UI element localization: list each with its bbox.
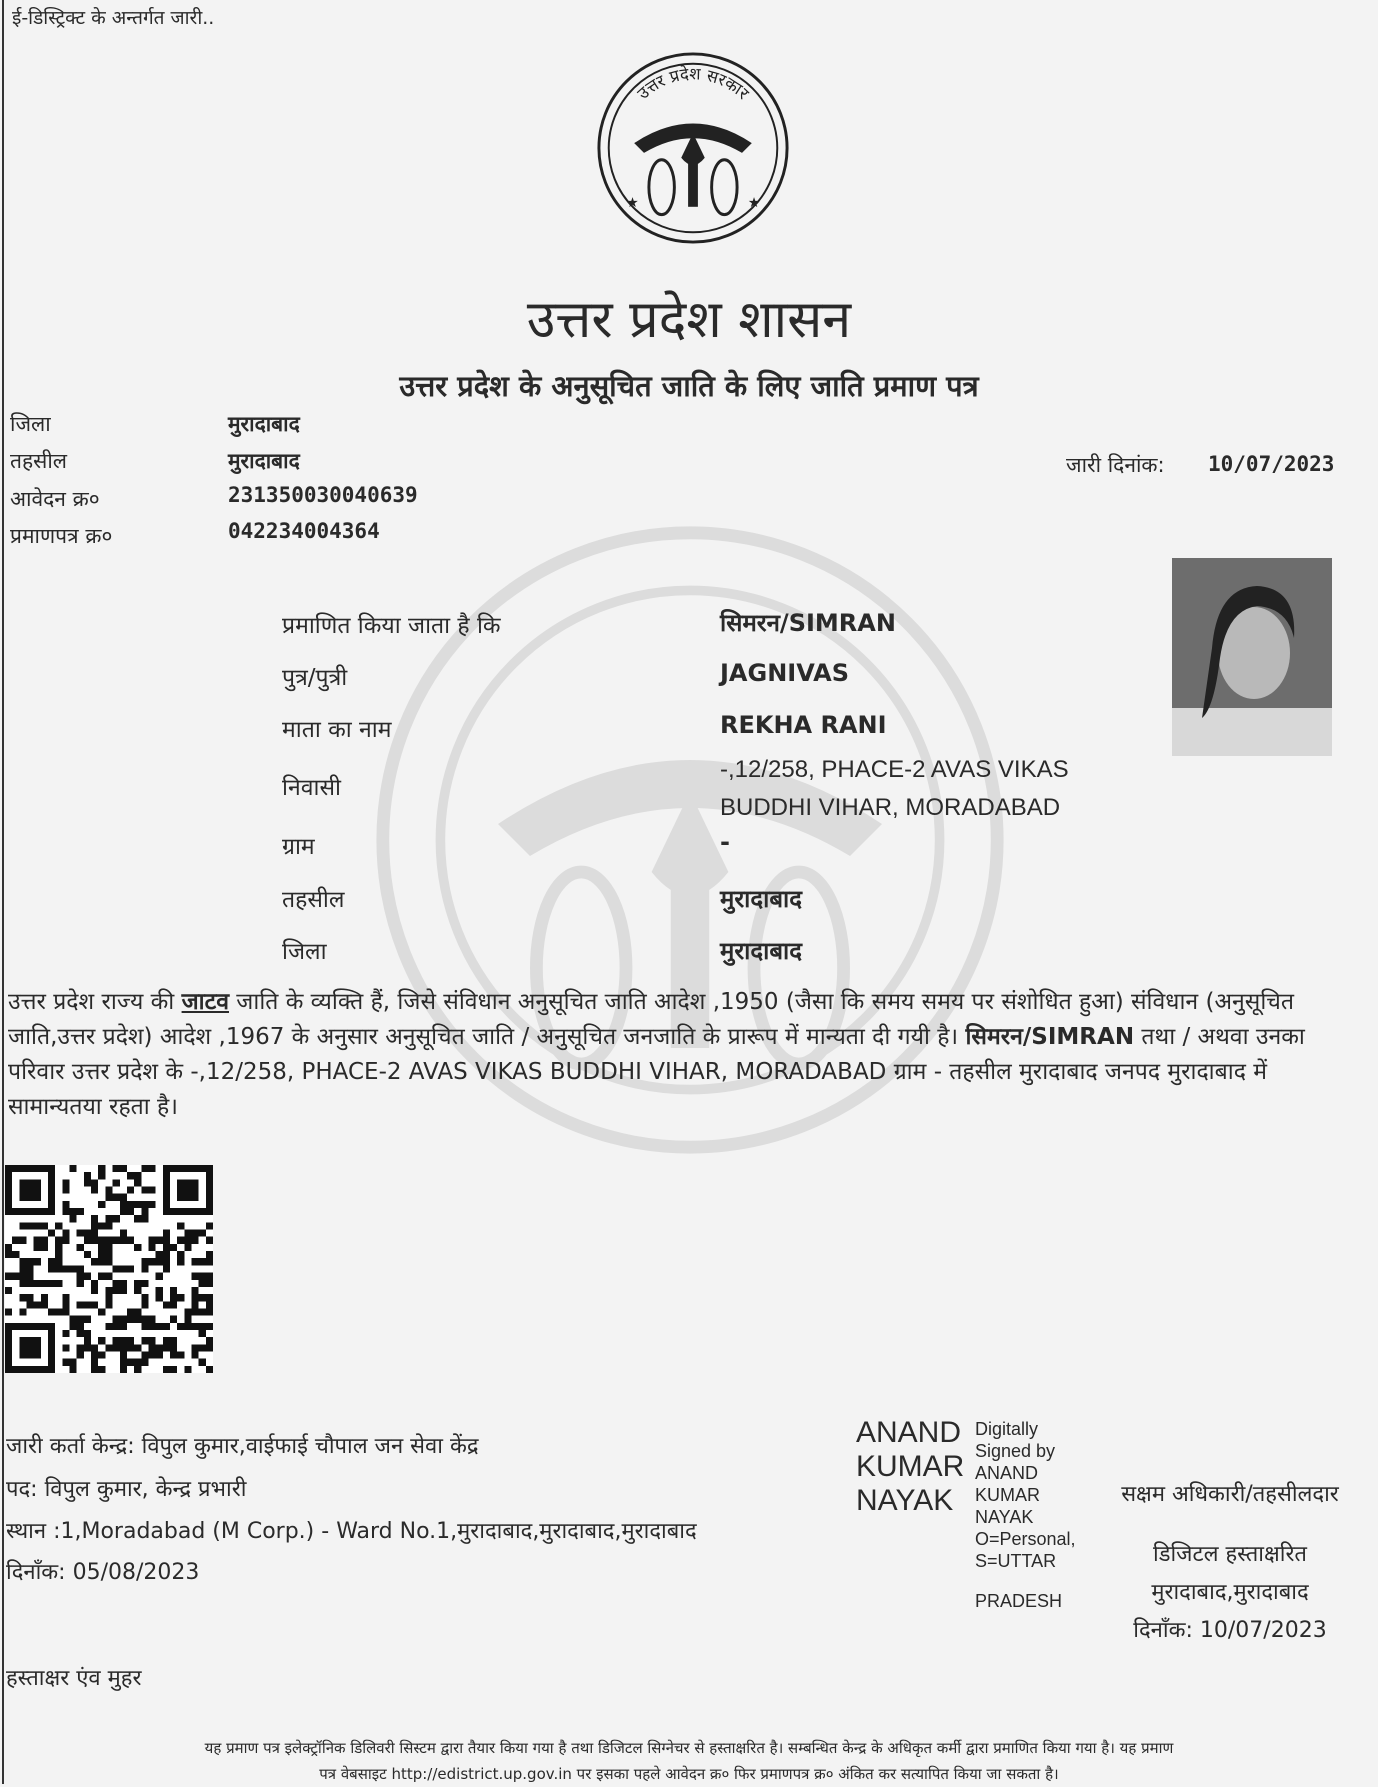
document-title: उत्तर प्रदेश शासन — [526, 290, 852, 350]
digital-signature-details: Digitally Signed by ANAND KUMAR NAYAK O=Personal, S=UTTAR PRADESH — [975, 1419, 1076, 1611]
applicant-photo — [1172, 558, 1332, 756]
para-text-1: उत्तर प्रदेश राज्य की — [8, 989, 182, 1015]
field-tehsil-value: मुरादाबाद — [720, 885, 803, 913]
issue-date: 10/07/2023 — [1208, 452, 1335, 476]
district-value: मुरादाबाद — [228, 412, 300, 436]
resident-label: निवासी — [282, 775, 341, 801]
certificate-paragraph — [8, 985, 1368, 1125]
field-district-label: जिला — [282, 939, 327, 965]
relation-label: पुत्र/पुत्री — [282, 665, 348, 691]
left-border — [2, 0, 4, 1784]
caste-name: जाटव — [181, 989, 229, 1015]
edistrict-note: ई-डिस्ट्रिक्ट के अन्तर्गत जारी.. — [12, 7, 215, 29]
digitally-signed-label: डिजिटल हस्ताक्षरित — [1153, 1542, 1307, 1567]
address-line-1: -,12/258, PHACE-2 AVAS VIKAS — [720, 756, 1069, 783]
applicant-name: सिमरन/SIMRAN — [720, 609, 896, 637]
certificate-number: 042234004364 — [228, 519, 380, 543]
issuing-centre: जारी कर्ता केन्द्र: विपुल कुमार,वाईफाई चौपाल जन सेवा केंद्र — [6, 1434, 479, 1459]
digital-signature-name: ANAND KUMAR NAYAK — [856, 1416, 965, 1517]
issuer-place: स्थान :1,Moradabad (M Corp.) - Ward No.1,मुरादाबाद,मुरादाबाद,मुरादाबाद — [6, 1519, 697, 1544]
svg-text:उत्तर प्रदेश सरकार: उत्तर प्रदेश सरकार — [633, 64, 753, 104]
qr-code — [5, 1165, 213, 1373]
signature-seal-label: हस्ताक्षर एंव मुहर — [6, 1666, 142, 1691]
authority-place: मुरादाबाद,मुरादाबाद — [1151, 1580, 1309, 1605]
address-line-2: BUDDHI VIHAR, MORADABAD — [720, 794, 1061, 821]
issuer-post: पद: विपुल कुमार, केन्द्र प्रभारी — [6, 1477, 247, 1502]
svg-text:★: ★ — [626, 194, 639, 211]
mother-label: माता का नाम — [282, 717, 392, 743]
district-label: जिला — [10, 412, 51, 436]
para-applicant-name: सिमरन/SIMRAN — [965, 1024, 1135, 1050]
authority-date: दिनाँक: 10/07/2023 — [1133, 1618, 1327, 1643]
village-value: - — [720, 828, 730, 856]
para-text-3: तथा / अथवा उनका परिवार उत्तर प्रदेश के -,12/258, PHACE-2 AVAS VIKAS BUDDHI VIHAR, MORADABAD ग्राम - तहसील मुरादाबाद जनपद मुरादाबाद में सामान्यतया रहता है। — [8, 1024, 1305, 1120]
issuer-date: दिनाँक: 05/08/2023 — [6, 1560, 200, 1585]
verification-footer — [6, 1735, 1372, 1787]
village-label: ग्राम — [282, 834, 315, 860]
up-government-emblem — [595, 50, 791, 246]
issue-date-label: जारी दिनांक: — [1066, 453, 1165, 477]
field-tehsil-label: तहसील — [282, 887, 345, 913]
certify-label: प्रमाणित किया जाता है कि — [282, 613, 501, 639]
footer-line-1: यह प्रमाण पत्र इलेक्ट्रॉनिक डिलिवरी सिस्टम द्वारा तैयार किया गया है तथा डिजिटल सिग्नेचर से हस्ताक्षरित है। सम्बन्धित केन्द्र के अधिकृत कर्मी द्वारा प्रमाणित किया गया है। यह प्रमाण — [204, 1739, 1174, 1757]
certificate-label: प्रमाणपत्र क्र० — [10, 524, 113, 548]
para-text-2: जाति के व्यक्ति हैं, जिसे संविधान अनुसूचित जाति आदेश ,1950 (जैसा कि समय समय पर संशोधित हुआ) संविधान (अनुसूचित जाति,उत्तर प्रदेश) आदेश ,1967 के अनुसार अनुसूचित जाति / अनुसूचित जनजाति के प्रारूप में मान्यता दी गयी है। — [8, 989, 1295, 1050]
document-subtitle: उत्तर प्रदेश के अनुसूचित जाति के लिए जाति प्रमाण पत्र — [399, 369, 979, 403]
svg-text:★: ★ — [747, 194, 761, 211]
footer-line-2: पत्र वेबसाइट http://edistrict.up.gov.in पर इसका पहले आवेदन क्र० फिर प्रमाणपत्र क्र० अंकित कर सत्यापित किया जा सकता है। — [319, 1765, 1059, 1783]
tehsil-value: मुरादाबाद — [228, 449, 300, 473]
application-label: आवेदन क्र० — [10, 487, 100, 511]
mother-name: REKHA RANI — [720, 711, 887, 739]
application-number: 231350030040639 — [228, 483, 418, 507]
field-district-value: मुरादाबाद — [720, 937, 803, 965]
competent-authority: सक्षम अधिकारी/तहसीलदार — [1121, 1482, 1339, 1507]
father-name: JAGNIVAS — [720, 659, 850, 687]
tehsil-label: तहसील — [10, 449, 67, 473]
